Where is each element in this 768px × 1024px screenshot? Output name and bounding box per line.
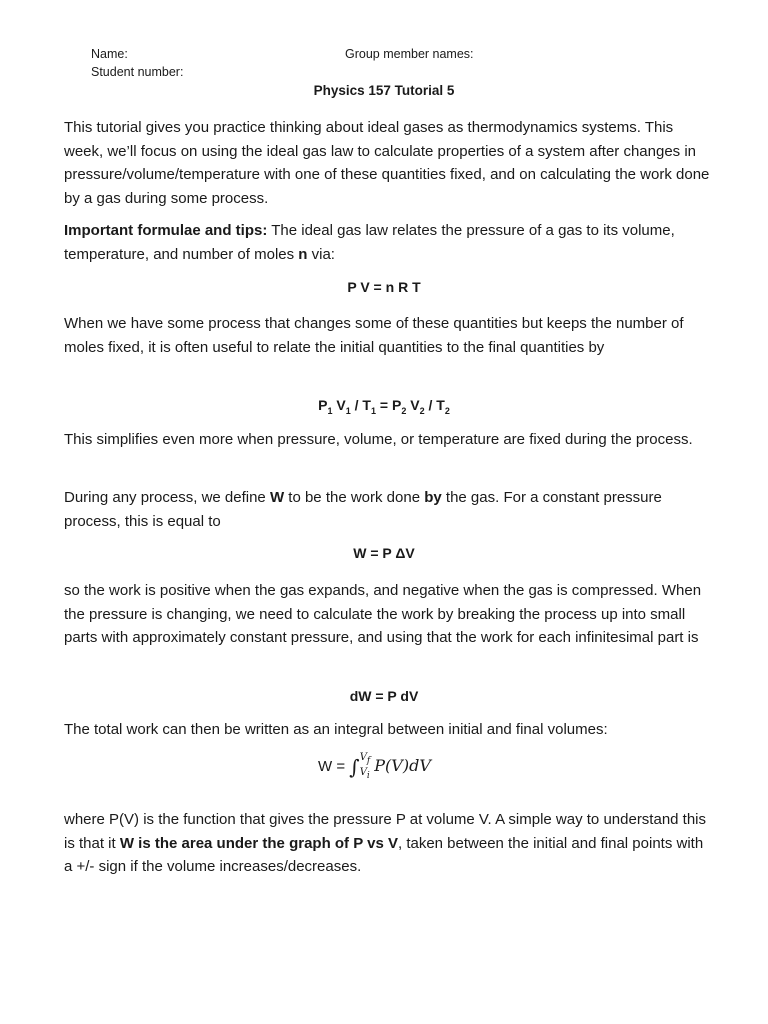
work-by-emphasis: by (424, 489, 442, 506)
eq-sub-1a: 1 (327, 405, 333, 416)
integrand: P(V)dV (374, 755, 431, 775)
integral-lhs: W = (318, 757, 350, 775)
upper-limit-sub: f (366, 756, 371, 766)
work-integral (318, 752, 431, 782)
formulae-text-1: The ideal gas law relates the pressure of a gas to its volume, temperature, and number of moles (64, 222, 675, 263)
closing-text-1: where P(V) is the function that gives the pressure P at volume V. A simple way to understand this is that it (64, 811, 707, 852)
eq-sub-2a: 2 (401, 405, 407, 416)
work-def-text-2: to be the work done (284, 489, 425, 506)
eq-t1: / T (350, 397, 371, 413)
work-sign-paragraph: so the work is positive when the gas expands, and negative when the gas is compressed. When the pressure is changing, we need to calculate the work by breaking the process up into small parts with approximately constant pressure, and using that the work for each infinitesimal part is (64, 582, 702, 646)
group-members-label: Group member names: (345, 47, 474, 61)
formulae-text-2: via: (307, 245, 335, 263)
area-emphasis: W is the area under the graph of P vs V (119, 834, 398, 852)
eq-sub-1b: 1 (345, 405, 351, 416)
work-def-text-3: the gas. For a constant pressure process, this is equal to (64, 489, 662, 530)
eq-p2: = P (376, 397, 402, 413)
eq-sub-2c: 2 (444, 405, 450, 416)
closing-text-2: , taken between the initial and final points with a +/- sign if the volume increases/decreases. (64, 834, 704, 875)
eq-p1: P (318, 397, 328, 413)
formulae-paragraph (64, 219, 714, 266)
process-paragraph: When we have some process that changes some of these quantities but keeps the number of moles fixed, it is often useful to relate the initial quantities to the final quantities by (64, 315, 684, 356)
eq-sub-2b: 2 (419, 405, 425, 416)
work-symbol: W (269, 489, 285, 506)
student-number-label: Student number: (91, 65, 184, 79)
integral-limits (360, 752, 371, 782)
upper-limit: V (359, 752, 367, 763)
combined-gas-equation (0, 397, 768, 416)
integral-sign: ∫ (349, 754, 360, 779)
work-def-text-1: During any process, we define (64, 489, 270, 506)
eq-sub-1c: 1 (371, 405, 377, 416)
ideal-gas-equation: P V = n R T (347, 279, 421, 295)
lower-limit-sub: i (366, 771, 370, 781)
eq-v1: V (332, 397, 346, 413)
formulae-heading: Important formulae and tips: (64, 222, 268, 239)
eq-t2: / T (424, 397, 445, 413)
work-definition-paragraph (64, 486, 714, 533)
lower-limit: V (359, 767, 367, 778)
work-equation: W = P ΔV (353, 545, 415, 561)
eq-v2: V (406, 397, 420, 413)
simplify-paragraph: This simplifies even more when pressure, volume, or temperature are fixed during the process. (64, 431, 693, 448)
page-title: Physics 157 Tutorial 5 (313, 83, 455, 98)
moles-symbol: n (298, 245, 308, 263)
dw-equation: dW = P dV (349, 688, 419, 704)
intro-paragraph: This tutorial gives you practice thinking about ideal gases as thermodynamics systems. This week, we’ll focus on using the ideal gas law to calculate properties of a system after changes in pressure/volume/temperature with one of these quantities fixed, and on calculating the work done by a gas during some process. (64, 119, 710, 207)
area-paragraph (64, 808, 714, 879)
name-label: Name: (91, 47, 128, 61)
total-work-paragraph: The total work can then be written as an integral between initial and final volumes: (64, 721, 608, 738)
